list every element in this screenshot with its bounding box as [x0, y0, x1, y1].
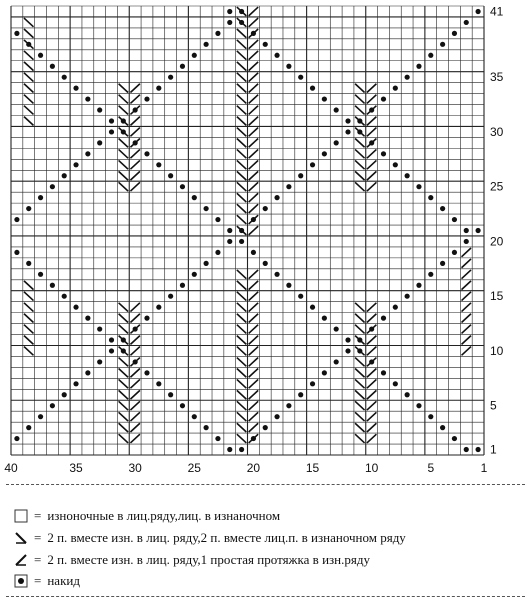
yarn-over-dot [475, 9, 480, 14]
legend-eq: = [34, 552, 42, 567]
yarn-over-dot [381, 370, 386, 375]
x-tick-label: 35 [69, 461, 83, 475]
yarn-over-dot [310, 305, 315, 310]
yarn-over-dot [334, 359, 339, 364]
yarn-over-dot [73, 86, 78, 91]
yarn-over-dot [322, 96, 327, 101]
yarn-over-dot [168, 294, 173, 299]
x-tick-label: 30 [128, 461, 142, 475]
yarn-over-dot [345, 118, 350, 123]
yarn-over-dot [428, 195, 433, 200]
yarn-over-dot [464, 239, 469, 244]
legend-text-backslash: 2 п. вместе изн. в лиц. ряду,2 п. вместе лиц.п. в изнаночном ряду [47, 530, 406, 545]
yarn-over-dot [440, 206, 445, 211]
yarn-over-dot [227, 239, 232, 244]
yarn-over-dot [38, 414, 43, 419]
yarn-over-dot [168, 392, 173, 397]
yarn-over-dot-icon [14, 574, 28, 588]
yarn-over-dot [204, 206, 209, 211]
yarn-over-dot [26, 261, 31, 266]
yarn-over-dot [109, 337, 114, 342]
yarn-over-dot [192, 414, 197, 419]
legend-eq: = [34, 508, 42, 523]
yarn-over-dot [180, 184, 185, 189]
legend-eq: = [34, 530, 42, 545]
yarn-over-dot [239, 447, 244, 452]
yarn-over-dot [38, 53, 43, 58]
yarn-over-dot [405, 392, 410, 397]
yarn-over-dot [428, 53, 433, 58]
yarn-over-dot [50, 403, 55, 408]
yarn-over-dot [204, 261, 209, 266]
yarn-over-dot [14, 436, 19, 441]
yarn-over-dot [204, 425, 209, 430]
yarn-over-dot [156, 162, 161, 167]
yarn-over-dot [180, 64, 185, 69]
yarn-over-dot [381, 96, 386, 101]
x-tick-label: 15 [305, 461, 320, 475]
y-tick-label: 5 [490, 398, 497, 413]
yarn-over-dot [227, 228, 232, 233]
yarn-over-dot [416, 64, 421, 69]
yarn-over-dot [310, 86, 315, 91]
yarn-over-dot [405, 173, 410, 178]
yarn-over-dot [85, 370, 90, 375]
yarn-over-dot [428, 414, 433, 419]
yarn-over-dot [62, 173, 67, 178]
yarn-over-dot [310, 162, 315, 167]
yarn-over-dot [440, 261, 445, 266]
yarn-over-dot [298, 173, 303, 178]
yarn-over-dot [180, 283, 185, 288]
x-tick-label: 25 [187, 461, 201, 475]
yarn-over-dot [73, 162, 78, 167]
yarn-over-dot [14, 217, 19, 222]
y-tick-label: 15 [490, 289, 504, 304]
y-tick-label: 35 [490, 70, 504, 85]
yarn-over-dot [26, 206, 31, 211]
yarn-over-dot [475, 228, 480, 233]
yarn-over-dot [97, 359, 102, 364]
yarn-over-dot [322, 316, 327, 321]
yarn-over-dot [85, 151, 90, 156]
x-tick-label: 10 [364, 461, 379, 475]
yarn-over-dot [274, 272, 279, 277]
yarn-over-dot [310, 381, 315, 386]
yarn-over-dot [144, 96, 149, 101]
legend-text-yarnover: накид [47, 573, 80, 588]
y-tick-label: 1 [490, 442, 497, 457]
yarn-over-dot [416, 403, 421, 408]
yarn-over-dot [204, 42, 209, 47]
legend-separator-bottom [6, 596, 525, 597]
yarn-over-dot [286, 283, 291, 288]
yarn-over-dot [452, 436, 457, 441]
yarn-over-dot [62, 392, 67, 397]
yarn-over-dot [239, 239, 244, 244]
yarn-over-dot [464, 228, 469, 233]
yarn-over-dot [73, 305, 78, 310]
yarn-over-dot [393, 305, 398, 310]
yarn-over-dot [50, 283, 55, 288]
yarn-over-dot [97, 326, 102, 331]
yarn-over-dot [440, 42, 445, 47]
yarn-over-dot [144, 316, 149, 321]
yarn-over-dot [322, 151, 327, 156]
yarn-over-dot [263, 42, 268, 47]
yarn-over-dot [381, 316, 386, 321]
legend-item-slash [14, 550, 370, 570]
yarn-over-dot [156, 305, 161, 310]
yarn-over-dot [393, 86, 398, 91]
yarn-over-dot [97, 140, 102, 145]
yarn-over-dot [416, 283, 421, 288]
yarn-over-dot [215, 436, 220, 441]
yarn-over-dot [227, 9, 232, 14]
yarn-over-dot [215, 31, 220, 36]
yarn-over-dot [156, 381, 161, 386]
x-tick-label: 40 [4, 461, 18, 475]
yarn-over-dot [428, 272, 433, 277]
yarn-over-dot [227, 447, 232, 452]
x-tick-label: 20 [246, 461, 261, 475]
yarn-over-dot [109, 129, 114, 134]
yarn-over-dot [345, 348, 350, 353]
yarn-over-dot [251, 250, 256, 255]
y-tick-label: 25 [490, 179, 504, 194]
yarn-over-dot [345, 337, 350, 342]
legend-item-yarnover [14, 571, 80, 591]
yarn-over-dot [85, 316, 90, 321]
yarn-over-dot [286, 184, 291, 189]
backslash-decrease-icon [14, 531, 28, 545]
yarn-over-dot [334, 107, 339, 112]
yarn-over-dot [62, 294, 67, 299]
yarn-over-dot [14, 31, 19, 36]
yarn-over-dot [38, 195, 43, 200]
yarn-over-dot [345, 129, 350, 134]
yarn-over-dot [215, 217, 220, 222]
yarn-over-dot [263, 261, 268, 266]
yarn-over-dot [109, 118, 114, 123]
yarn-over-dot [263, 425, 268, 430]
legend [0, 480, 531, 600]
yarn-over-dot [452, 250, 457, 255]
yarn-over-dot [381, 151, 386, 156]
yarn-over-dot [192, 53, 197, 58]
yarn-over-dot [440, 425, 445, 430]
legend-text-slash: 2 п. вместе изн. в лиц. ряду,1 простая протяжка в изн.ряду [47, 552, 370, 567]
yarn-over-dot [274, 195, 279, 200]
y-tick-label: 20 [490, 234, 504, 249]
yarn-over-dot [263, 206, 268, 211]
yarn-over-dot [168, 75, 173, 80]
yarn-over-dot [192, 195, 197, 200]
yarn-over-dot [452, 217, 457, 222]
yarn-over-dot [144, 151, 149, 156]
y-tick-label: 30 [490, 124, 504, 139]
yarn-over-dot [405, 294, 410, 299]
yarn-over-dot [334, 140, 339, 145]
yarn-over-dot [215, 250, 220, 255]
yarn-over-dot [156, 86, 161, 91]
legend-eq: = [34, 573, 42, 588]
yarn-over-dot [452, 31, 457, 36]
yarn-over-dot [393, 162, 398, 167]
legend-item-backslash [14, 528, 406, 548]
yarn-over-dot [286, 403, 291, 408]
yarn-over-dot [274, 53, 279, 58]
yarn-over-dot [26, 425, 31, 430]
yarn-over-dot [62, 75, 67, 80]
yarn-over-dot [298, 75, 303, 80]
yarn-over-dot [298, 392, 303, 397]
y-tick-label: 41 [490, 4, 504, 19]
yarn-over-dot [192, 272, 197, 277]
yarn-over-dot [464, 20, 469, 25]
yarn-over-dot [85, 96, 90, 101]
yarn-over-dot [180, 403, 185, 408]
yarn-over-dot [97, 107, 102, 112]
empty-cell-icon [14, 509, 28, 523]
x-tick-label: 1 [480, 461, 488, 475]
yarn-over-dot [416, 184, 421, 189]
legend-item-purl [14, 506, 280, 526]
yarn-over-dot [50, 64, 55, 69]
yarn-over-dot [144, 370, 149, 375]
yarn-over-dot [14, 250, 19, 255]
yarn-over-dot [322, 370, 327, 375]
yarn-over-dot [73, 381, 78, 386]
legend-text-purl: изноночные в лиц.ряду,лиц. в изнаночном [47, 508, 281, 523]
yarn-over-dot [405, 75, 410, 80]
x-tick-label: 5 [427, 461, 435, 475]
yarn-over-dot [286, 64, 291, 69]
yarn-over-dot [464, 447, 469, 452]
yarn-over-dot [168, 173, 173, 178]
legend-separator-top [6, 484, 525, 485]
yarn-over-dot [274, 414, 279, 419]
yarn-over-dot [334, 326, 339, 331]
yarn-over-dot [298, 294, 303, 299]
yarn-over-dot [227, 20, 232, 25]
yarn-over-dot [50, 184, 55, 189]
yarn-over-dot [475, 447, 480, 452]
slash-decrease-icon [14, 553, 28, 567]
y-tick-label: 10 [490, 343, 504, 358]
yarn-over-dot [38, 272, 43, 277]
yarn-over-dot [393, 381, 398, 386]
yarn-over-dot [109, 348, 114, 353]
